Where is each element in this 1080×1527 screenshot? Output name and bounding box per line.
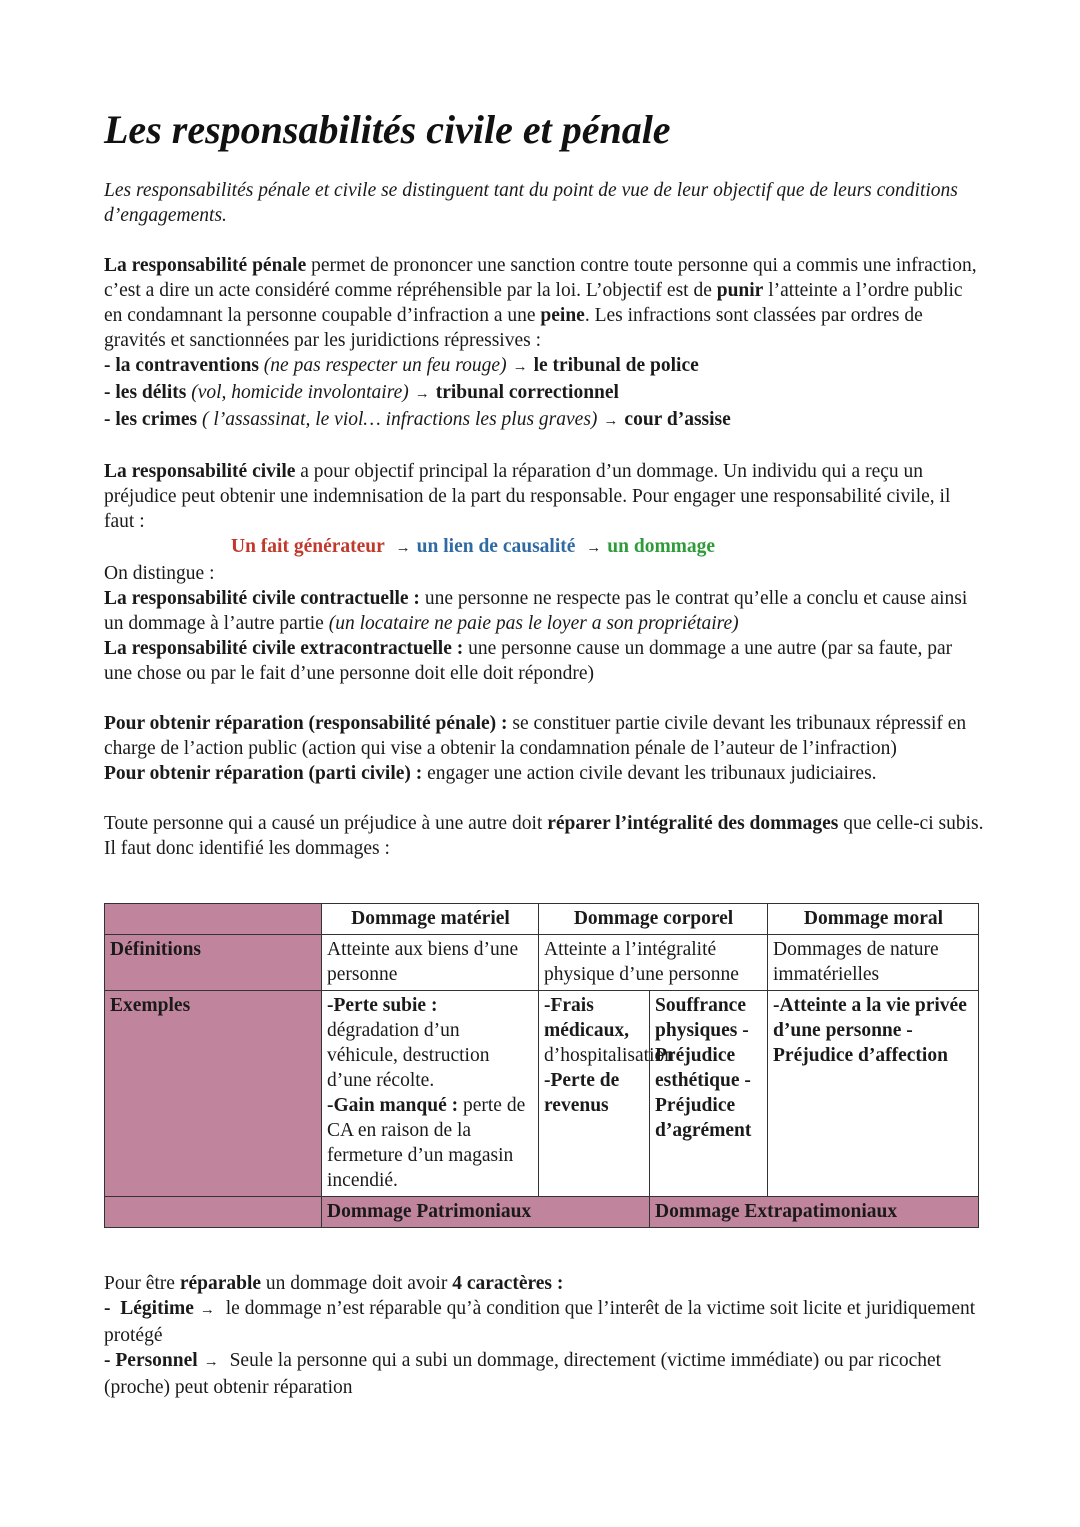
contractual-paragraph: La responsabilité civile contractuelle : une personne ne respecte pas le contrat qu’elle a conclu et cause ainsi un dommage à l’autre partie (un locataire ne paie pas le loyer a son propriétaire) bbox=[104, 588, 968, 634]
extracontractual-paragraph: La responsabilité civile extracontractuelle : une personne cause un dommage a une autre (par sa faute, par une chose ou par le fait d’une personne doit elle doit répondre) bbox=[104, 638, 953, 684]
table-corner-cell bbox=[105, 904, 322, 935]
damages-table bbox=[104, 903, 979, 1228]
ex-bodily-1: -Frais médicaux, d’hospitalisation -Perte de revenus bbox=[539, 991, 650, 1197]
footer-patrimonial: Dommage Patrimoniaux bbox=[322, 1197, 650, 1228]
def-material: Atteinte aux biens d’une personne bbox=[322, 935, 539, 991]
arrow-icon: → bbox=[603, 413, 619, 429]
civil-conditions-chain: Un fait générateur → un lien de causalité → un dommage bbox=[231, 536, 716, 557]
header-material: Dommage matériel bbox=[322, 904, 539, 935]
arrow-icon: → bbox=[512, 359, 528, 375]
penal-term: La responsabilité pénale bbox=[104, 255, 307, 276]
reparable-section bbox=[104, 1271, 984, 1400]
reparation-civil-paragraph: Pour obtenir réparation (parti civile) : engager une action civile devant les tribunaux judiciaires. bbox=[104, 763, 877, 784]
ex-material: -Perte subie : dégradation d’un véhicule, destruction d’une récolte. -Gain manqué : perte de CA en raison de la fermeture d’un magasin incendié. bbox=[322, 991, 539, 1197]
integrality-paragraph: Toute personne qui a causé un préjudice à une autre doit réparer l’intégralité des dommages que celle-ci subis. Il faut donc identifié les dommages : bbox=[104, 813, 984, 859]
arrow-icon: → bbox=[395, 540, 411, 556]
table-row bbox=[105, 935, 979, 991]
civil-term: La responsabilité civile bbox=[104, 461, 296, 482]
distinguish-line: On distingue : bbox=[104, 563, 215, 584]
ex-moral: -Atteinte a la vie privée d’une personne -Préjudice d’affection bbox=[768, 991, 979, 1197]
penal-item-delits: - les délits (vol, homicide involontaire) → tribunal correctionnel bbox=[104, 382, 619, 403]
footer-extrapatrimonial: Dommage Extrapatimoniaux bbox=[650, 1197, 979, 1228]
page-title: Les responsabilités civile et pénale bbox=[104, 107, 671, 152]
table-row bbox=[105, 991, 979, 1197]
def-moral: Dommages de nature immatérielles bbox=[768, 935, 979, 991]
arrow-icon: → bbox=[203, 1354, 219, 1370]
document-body bbox=[104, 104, 984, 861]
arrow-icon: → bbox=[414, 386, 430, 402]
footer-empty-cell bbox=[105, 1197, 322, 1228]
civil-paragraph: La responsabilité civile a pour objectif principal la réparation d’un dommage. Un individu qui a reçu un préjudice peut obtenir une indemnisation de la part du responsable. Pour engager une responsabilité civile, il faut : bbox=[104, 461, 951, 532]
reparable-item-legitime: - Légitime → le dommage n’est réparable qu’à condition que l’interêt de la victime soit licite et juridiquement protégé bbox=[104, 1298, 976, 1346]
reparable-intro: Pour être réparable un dommage doit avoir 4 caractères : bbox=[104, 1273, 564, 1294]
header-bodily: Dommage corporel bbox=[539, 904, 768, 935]
intro-paragraph: Les responsabilités pénale et civile se distinguent tant du point de vue de leur objectif que de leurs conditions d’engagements. bbox=[104, 180, 958, 226]
def-bodily: Atteinte a l’intégralité physique d’une personne bbox=[539, 935, 768, 991]
table-footer-row bbox=[105, 1197, 979, 1228]
reparation-penal-paragraph: Pour obtenir réparation (responsabilité pénale) : se constituer partie civile devant les tribunaux répressif en charge de l’action public (action qui vise a obtenir la condamnation pénale de l’auteur de l’infraction) bbox=[104, 713, 967, 759]
penal-item-crimes: - les crimes ( l’assassinat, le viol… infractions les plus graves) → cour d’assise bbox=[104, 409, 731, 430]
row-label-definitions: Définitions bbox=[105, 935, 322, 991]
reparable-item-personnel: - Personnel → Seule la personne qui a subi un dommage, directement (victime immédiate) ou par ricochet (proche) peut obtenir réparation bbox=[104, 1350, 942, 1398]
header-moral: Dommage moral bbox=[768, 904, 979, 935]
ex-bodily-2: Souffrance physiques -Préjudice esthétique -Préjudice d’agrément bbox=[650, 991, 768, 1197]
penal-item-contraventions: - la contraventions (ne pas respecter un feu rouge) → le tribunal de police bbox=[104, 355, 699, 376]
arrow-icon: → bbox=[199, 1302, 215, 1318]
penal-paragraph: La responsabilité pénale permet de prononcer une sanction contre toute personne qui a commis une infraction, c’est a dire un acte considéré comme répréhensible par la loi. L’objectif est de punir l’atteinte a l’ordre public en condamnant la personne coupable d’infraction a une peine. Les infractions sont classées par ordres de gravités et sanctionnées par les juridictions répressives : bbox=[104, 255, 977, 351]
table-header-row bbox=[105, 904, 979, 935]
row-label-examples: Exemples bbox=[105, 991, 322, 1197]
arrow-icon: → bbox=[586, 540, 602, 556]
